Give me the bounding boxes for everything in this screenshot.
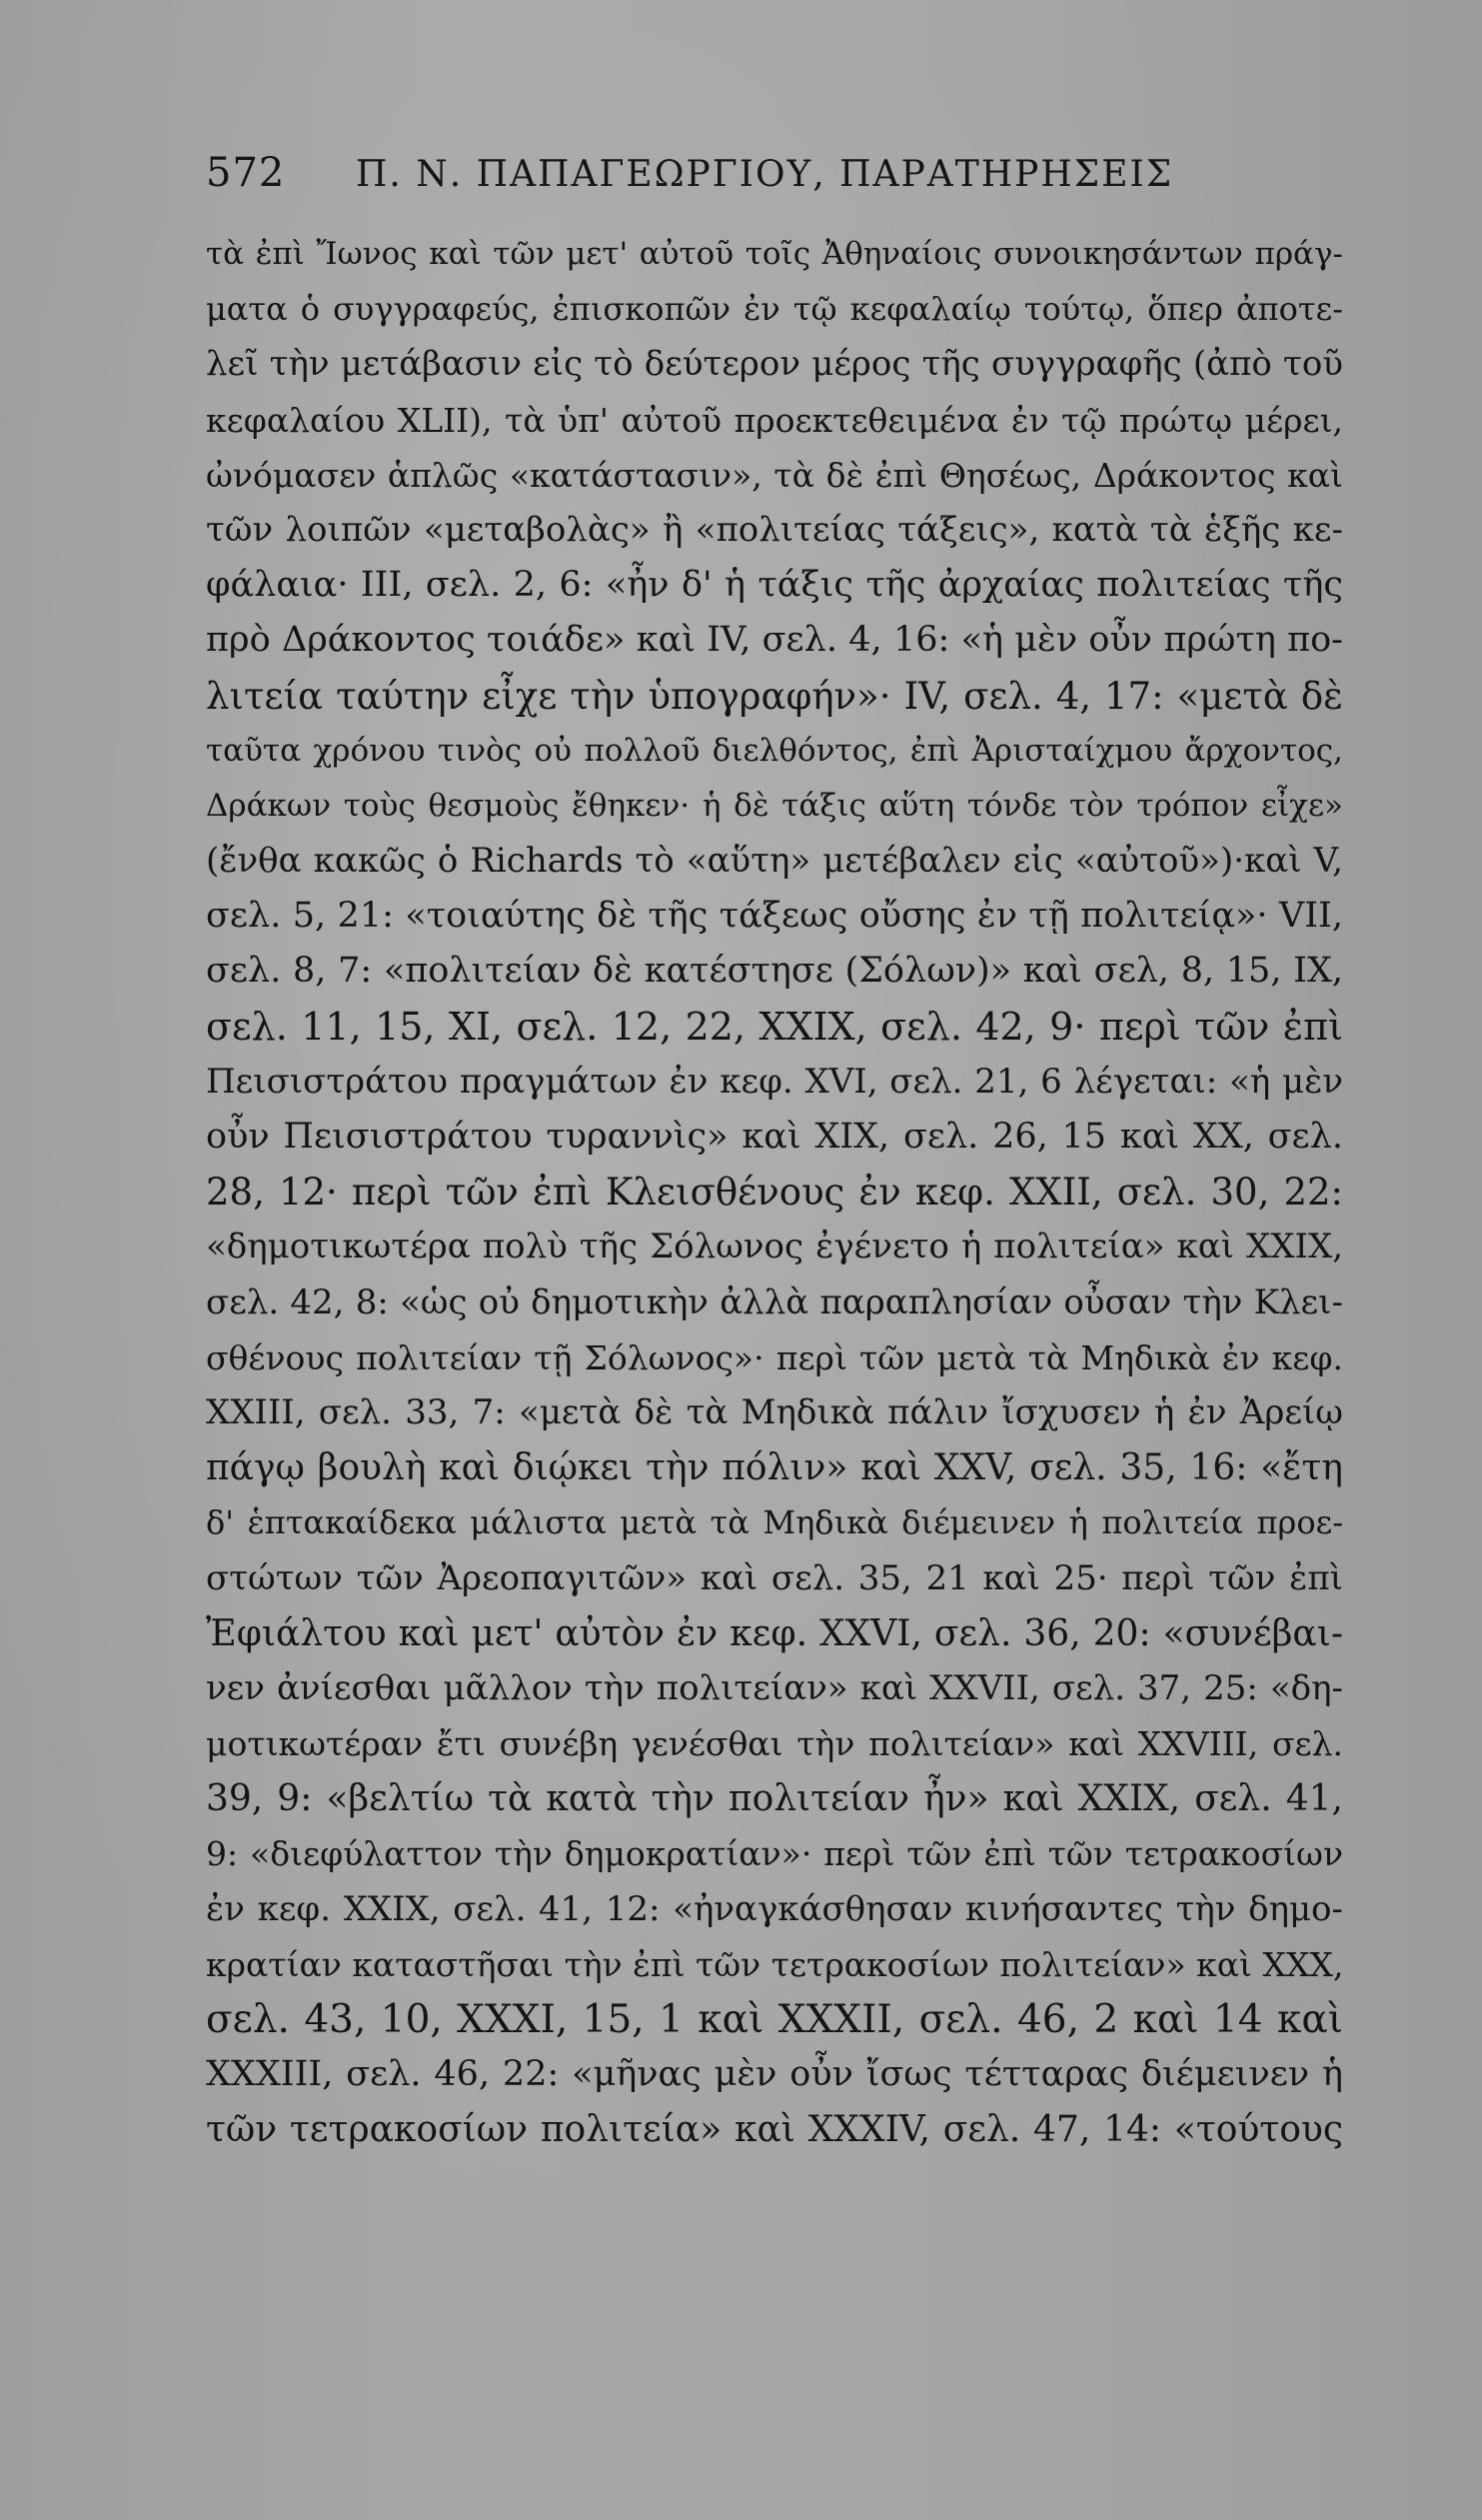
- text-line: XXXIII, σελ. 46, 22: «μῆνας μὲν οὖν ἴσως τέτταρας διέμεινεν ἡ: [206, 2054, 1343, 2095]
- text-line: ὠνόμασεν ἁπλῶς «κατάστασιν», τὰ δὲ ἐπὶ Θησέως, Δράκοντος καὶ: [206, 455, 1343, 495]
- text-line: σελ. 42, 8: «ὡς οὐ δημοτικὴν ἀλλὰ παραπλησίαν οὖσαν τὴν Κλει-: [206, 1281, 1343, 1322]
- text-line: δ' ἑπτακαίδεκα μάλιστα μετὰ τὰ Μηδικὰ διέμεινεν ἡ πολιτεία προε-: [206, 1503, 1343, 1542]
- text-line: «δημοτικωτέρα πολὺ τῆς Σόλωνος ἐγένετο ἡ πολιτεία» καὶ XXIX,: [206, 1227, 1343, 1267]
- text-line: τὰ ἐπὶ Ἴωνος καὶ τῶν μετ' αὐτοῦ τοῖς Ἀθηναίοις συνοικησάντων πράγ-: [206, 236, 1343, 272]
- text-line: πάγῳ βουλὴ καὶ διῴκει τὴν πόλιν» καὶ XXV, σελ. 35, 16: «ἔτη: [206, 1447, 1343, 1489]
- text-line: (ἔνθα κακῶς ὁ Richards τὸ «αὕτη» μετέβαλεν εἰς «αὐτοῦ»)·καὶ V,: [206, 841, 1343, 882]
- text-line: σθένους πολιτείαν τῇ Σόλωνος»· περὶ τῶν μετὰ τὰ Μηδικὰ ἐν κεφ.: [206, 1337, 1343, 1377]
- text-line: Δράκων τοὺς θεσμοὺς ἔθηκεν· ἡ δὲ τάξις αὕτη τόνδε τὸν τρόπον εἶχε»: [206, 787, 1343, 824]
- text-line: σελ. 11, 15, XI, σελ. 12, 22, XXIX, σελ. 42, 9· περὶ τῶν ἐπὶ: [206, 1004, 1343, 1049]
- text-line: οὖν Πεισιστράτου τυραννὶς» καὶ XIX, σελ. 26, 15 καὶ XX, σελ.: [206, 1117, 1343, 1157]
- text-line: σελ. 8, 7: «πολιτείαν δὲ κατέστησε (Σόλων)» καὶ σελ, 8, 15, IX,: [206, 951, 1343, 992]
- text-line: ἐν κεφ. XXIX, σελ. 41, 12: «ἠναγκάσθησαν κινήσαντες τὴν δημο-: [206, 1888, 1343, 1929]
- body-text: [206, 227, 1343, 2158]
- text-line: φάλαια· III, σελ. 2, 6: «ἦν δ' ἡ τάξις τῆς ἀρχαίας πολιτείας τῆς: [206, 565, 1343, 606]
- text-line: νεν ἀνίεσθαι μᾶλλον τὴν πολιτείαν» καὶ XXVII, σελ. 37, 25: «δη-: [206, 1667, 1343, 1708]
- text-line: ταῦτα χρόνου τινὸς οὐ πολλοῦ διελθόντος, ἐπὶ Ἀρισταίχμου ἄρχοντος,: [206, 732, 1343, 769]
- text-line: τῶν λοιπῶν «μεταβολὰς» ἢ «πολιτείας τάξεις», κατὰ τὰ ἑξῆς κε-: [206, 509, 1343, 550]
- text-line: Ἐφιάλτου καὶ μετ' αὐτὸν ἐν κεφ. XXVI, σελ. 36, 20: «συνέβαι-: [206, 1612, 1343, 1654]
- text-line: μοτικωτέραν ἔτι συνέβη γενέσθαι τὴν πολιτείαν» καὶ XXVIII, σελ.: [206, 1724, 1343, 1764]
- text-line: στώτων τῶν Ἀρεοπαγιτῶν» καὶ σελ. 35, 21 καὶ 25· περὶ τῶν ἐπὶ: [206, 1557, 1343, 1598]
- text-line: σελ. 43, 10, XXXI, 15, 1 καὶ XXXII, σελ. 46, 2 καὶ 14 καὶ: [206, 1997, 1343, 2042]
- running-head: Π. Ν. ΠΑΠΑΓΕΩΡΓΙΟΥ, ΠΑΡΑΤΗΡΗΣΕΙΣ: [356, 154, 1174, 195]
- text-line: 39, 9: «βελτίω τὰ κατὰ τὴν πολιτείαν ἦν» καὶ XXIX, σελ. 41,: [206, 1778, 1343, 1820]
- text-line: σελ. 5, 21: «τοιαύτης δὲ τῆς τάξεως οὔσης ἐν τῇ πολιτείᾳ»· VII,: [206, 896, 1343, 937]
- text-line: 9: «διεφύλαττον τὴν δημοκρατίαν»· περὶ τῶν ἐπὶ τῶν τετρακοσίων: [206, 1834, 1343, 1874]
- page-header: [206, 150, 1325, 210]
- text-line: κρατίαν καταστῆσαι τὴν ἐπὶ τῶν τετρακοσίων πολιτείαν» καὶ XXX,: [206, 1944, 1343, 1984]
- text-line: τῶν τετρακοσίων πολιτεία» καὶ XXXIV, σελ. 47, 14: «τούτους: [206, 2109, 1343, 2151]
- text-line: πρὸ Δράκοντος τοιάδε» καὶ IV, σελ. 4, 16: «ἡ μὲν οὖν πρώτη πο-: [206, 620, 1343, 661]
- text-line: ματα ὁ συγγραφεύς, ἐπισκοπῶν ἐν τῷ κεφαλαίῳ τούτῳ, ὅπερ ἀποτε-: [206, 290, 1343, 329]
- text-line: Πεισιστράτου πραγμάτων ἐν κεφ. XVI, σελ. 21, 6 λέγεται: «ἡ μὲν: [206, 1061, 1343, 1102]
- text-line: λεῖ τὴν μετάβασιν εἰς τὸ δεύτερον μέρος τῆς συγγραφῆς (ἀπὸ τοῦ: [206, 344, 1343, 385]
- text-line: 28, 12· περὶ τῶν ἐπὶ Κλεισθένους ἐν κεφ. XXII, σελ. 30, 22:: [206, 1171, 1343, 1215]
- text-line: κεφαλαίου XLII), τὰ ὑπ' αὐτοῦ προεκτεθειμένα ἐν τῷ πρώτῳ μέρει,: [206, 400, 1343, 440]
- page-number: 572: [206, 150, 286, 196]
- text-line: XXIII, σελ. 33, 7: «μετὰ δὲ τὰ Μηδικὰ πάλιν ἴσχυσεν ἡ ἐν Ἀρείῳ: [206, 1391, 1343, 1432]
- text-line: λιτεία ταύτην εἶχε τὴν ὑπογραφήν»· IV, σελ. 4, 17: «μετὰ δὲ: [206, 674, 1343, 718]
